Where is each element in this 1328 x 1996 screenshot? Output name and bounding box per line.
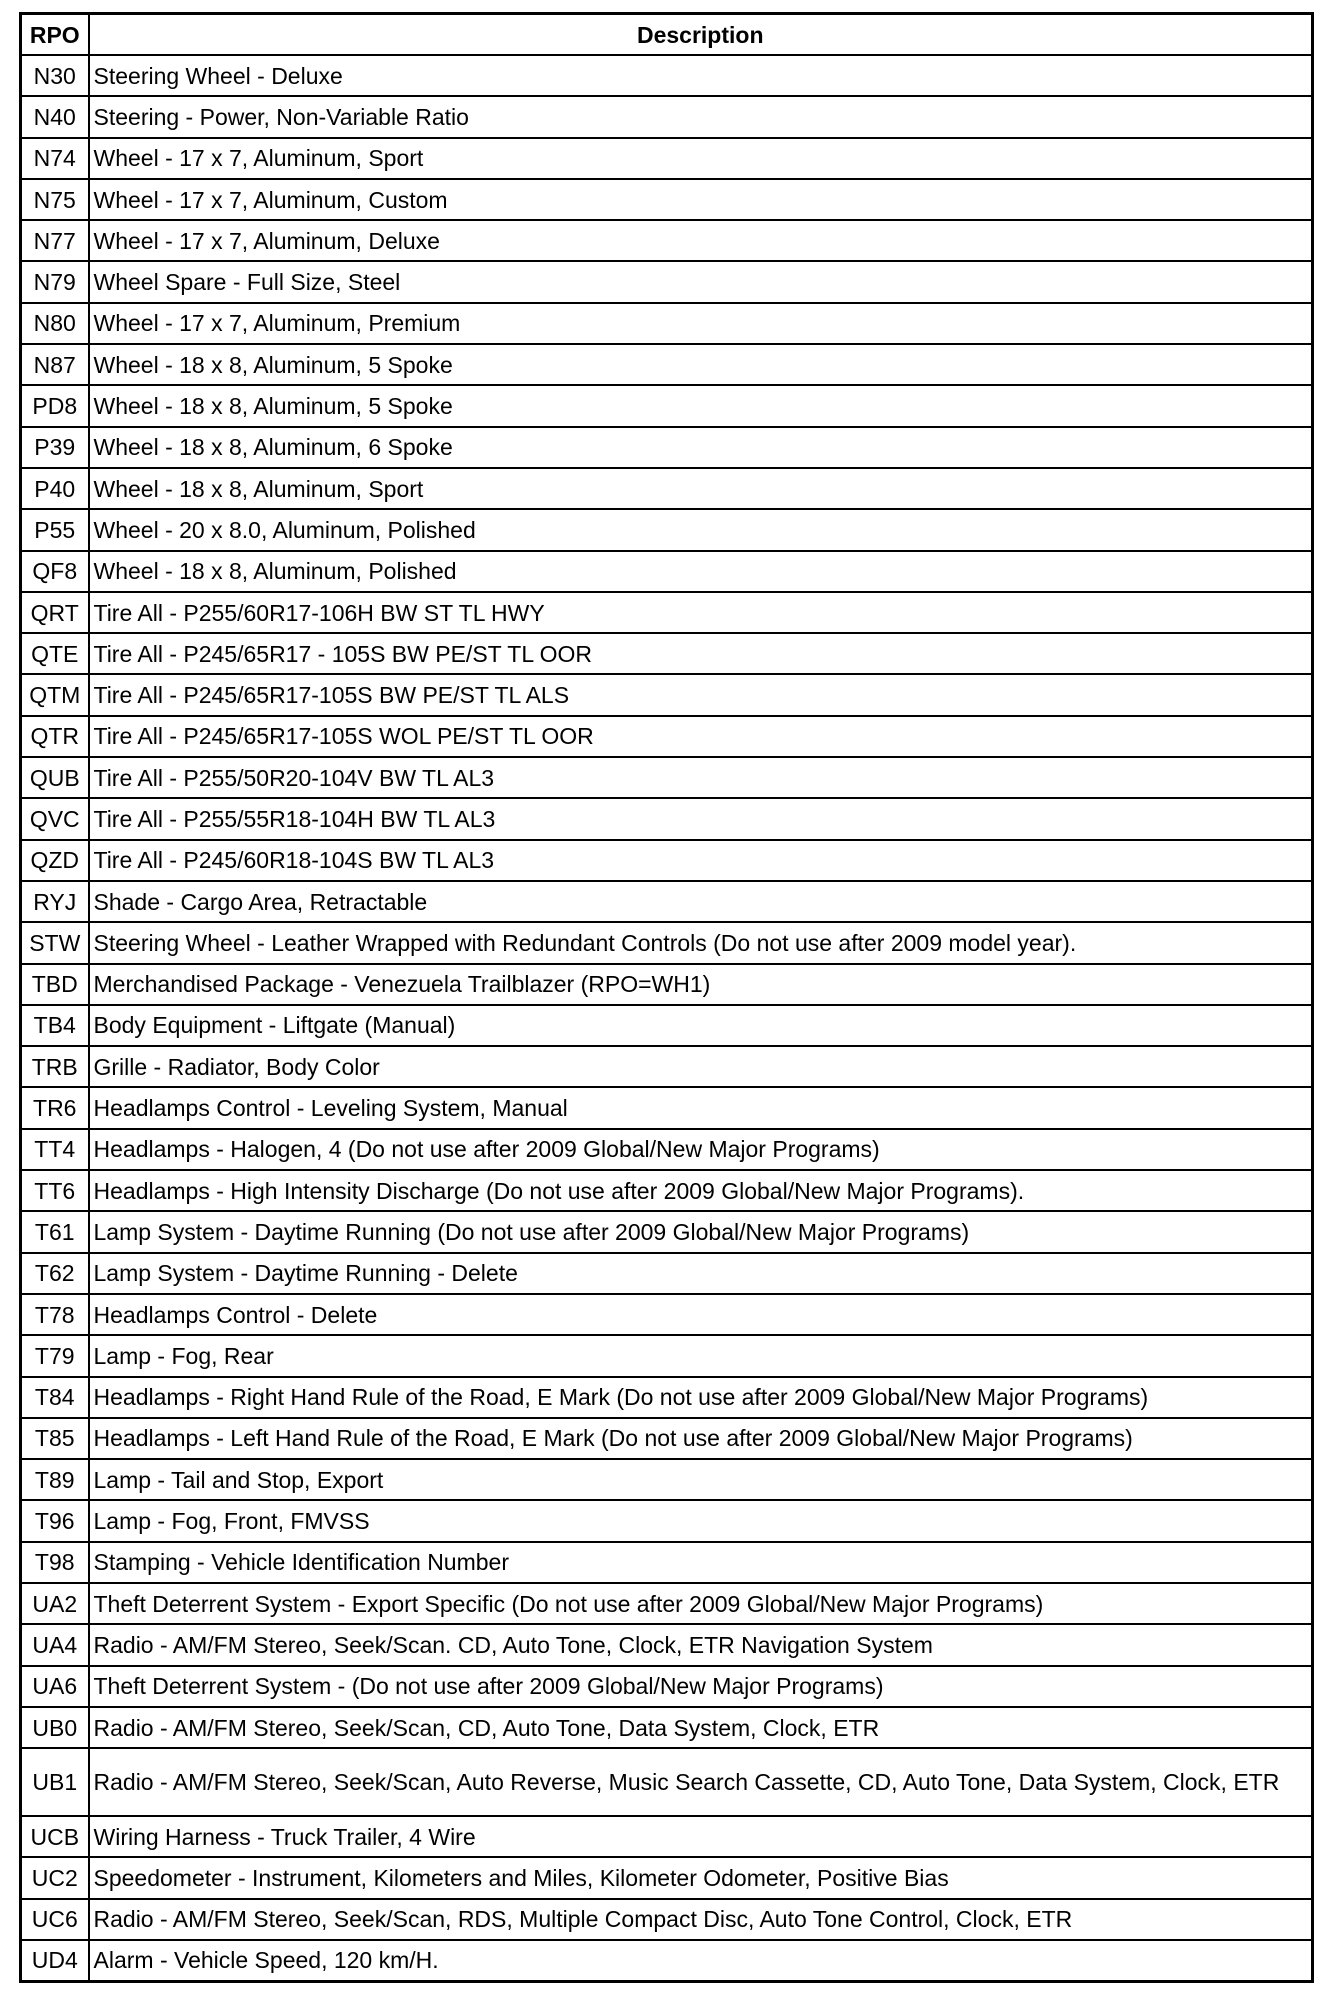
- rpo-code: UA4: [21, 1624, 89, 1665]
- rpo-description: Wheel - 17 x 7, Aluminum, Sport: [89, 138, 1313, 179]
- rpo-code: PD8: [21, 385, 89, 426]
- rpo-description: Radio - AM/FM Stereo, Seek/Scan, RDS, Multiple Compact Disc, Auto Tone Control, Clock, ETR: [89, 1899, 1313, 1940]
- rpo-table: [19, 12, 1314, 1983]
- rpo-code: N74: [21, 138, 89, 179]
- table-row: [21, 964, 1313, 1005]
- table-row: [21, 1211, 1313, 1252]
- rpo-code: UA2: [21, 1583, 89, 1624]
- rpo-description: Theft Deterrent System - Export Specific (Do not use after 2009 Global/New Major Programs): [89, 1583, 1313, 1624]
- table-row: [21, 551, 1313, 592]
- rpo-code: N87: [21, 344, 89, 385]
- table-row: [21, 633, 1313, 674]
- rpo-code: UD4: [21, 1940, 89, 1981]
- rpo-code: STW: [21, 922, 89, 963]
- rpo-description: Headlamps - High Intensity Discharge (Do not use after 2009 Global/New Major Programs).: [89, 1170, 1313, 1211]
- rpo-code: P40: [21, 468, 89, 509]
- rpo-description: Tire All - P255/50R20-104V BW TL AL3: [89, 757, 1313, 798]
- table-row: [21, 1816, 1313, 1857]
- rpo-description: Lamp - Fog, Rear: [89, 1335, 1313, 1376]
- rpo-code: N77: [21, 220, 89, 261]
- rpo-code: QTE: [21, 633, 89, 674]
- table-row: [21, 798, 1313, 839]
- rpo-code: RYJ: [21, 881, 89, 922]
- rpo-code: T96: [21, 1500, 89, 1541]
- rpo-description: Tire All - P255/60R17-106H BW ST TL HWY: [89, 592, 1313, 633]
- rpo-description: Steering - Power, Non-Variable Ratio: [89, 96, 1313, 137]
- rpo-description: Headlamps Control - Leveling System, Manual: [89, 1087, 1313, 1128]
- table-row: [21, 1046, 1313, 1087]
- table-row: [21, 840, 1313, 881]
- rpo-description: Headlamps - Halogen, 4 (Do not use after 2009 Global/New Major Programs): [89, 1129, 1313, 1170]
- rpo-description: Radio - AM/FM Stereo, Seek/Scan, CD, Auto Tone, Data System, Clock, ETR: [89, 1707, 1313, 1748]
- table-row: [21, 220, 1313, 261]
- table-row: [21, 1087, 1313, 1128]
- rpo-code: T79: [21, 1335, 89, 1376]
- rpo-description: Steering Wheel - Deluxe: [89, 55, 1313, 96]
- rpo-code: TT6: [21, 1170, 89, 1211]
- rpo-description: Tire All - P245/65R17-105S WOL PE/ST TL OOR: [89, 716, 1313, 757]
- table-row: [21, 1335, 1313, 1376]
- rpo-code: TT4: [21, 1129, 89, 1170]
- rpo-code: UB0: [21, 1707, 89, 1748]
- rpo-description: Shade - Cargo Area, Retractable: [89, 881, 1313, 922]
- header-rpo: RPO: [21, 14, 89, 56]
- rpo-code: N30: [21, 55, 89, 96]
- rpo-code: TR6: [21, 1087, 89, 1128]
- table-row: [21, 96, 1313, 137]
- table-row: [21, 922, 1313, 963]
- rpo-description: Tire All - P245/65R17 - 105S BW PE/ST TL OOR: [89, 633, 1313, 674]
- rpo-description: Wheel Spare - Full Size, Steel: [89, 261, 1313, 302]
- table-row: [21, 757, 1313, 798]
- rpo-code: T62: [21, 1253, 89, 1294]
- rpo-code: N80: [21, 303, 89, 344]
- rpo-description: Lamp System - Daytime Running (Do not use after 2009 Global/New Major Programs): [89, 1211, 1313, 1252]
- table-row: [21, 385, 1313, 426]
- table-row: [21, 1129, 1313, 1170]
- rpo-code: QZD: [21, 840, 89, 881]
- table-row: [21, 344, 1313, 385]
- table-row: [21, 1005, 1313, 1046]
- rpo-code: QTR: [21, 716, 89, 757]
- header-description: Description: [89, 14, 1313, 56]
- table-row: [21, 716, 1313, 757]
- rpo-description: Wheel - 18 x 8, Aluminum, 5 Spoke: [89, 344, 1313, 385]
- rpo-description: Lamp System - Daytime Running - Delete: [89, 1253, 1313, 1294]
- rpo-description: Body Equipment - Liftgate (Manual): [89, 1005, 1313, 1046]
- rpo-description: Grille - Radiator, Body Color: [89, 1046, 1313, 1087]
- rpo-code: QTM: [21, 674, 89, 715]
- table-row: [21, 179, 1313, 220]
- rpo-description: Wiring Harness - Truck Trailer, 4 Wire: [89, 1816, 1313, 1857]
- rpo-code: QF8: [21, 551, 89, 592]
- table-row: [21, 1857, 1313, 1898]
- table-row: [21, 138, 1313, 179]
- rpo-description: Wheel - 20 x 8.0, Aluminum, Polished: [89, 509, 1313, 550]
- rpo-code: N79: [21, 261, 89, 302]
- table-row: [21, 1899, 1313, 1940]
- rpo-description: Headlamps - Left Hand Rule of the Road, E Mark (Do not use after 2009 Global/New Major Programs): [89, 1418, 1313, 1459]
- rpo-code: N40: [21, 96, 89, 137]
- rpo-description: Stamping - Vehicle Identification Number: [89, 1542, 1313, 1583]
- rpo-description: Steering Wheel - Leather Wrapped with Redundant Controls (Do not use after 2009 model year).: [89, 922, 1313, 963]
- table-row: [21, 1500, 1313, 1541]
- table-row: [21, 674, 1313, 715]
- table-row: [21, 1170, 1313, 1211]
- table-row: [21, 1294, 1313, 1335]
- rpo-code: T89: [21, 1459, 89, 1500]
- rpo-code: P55: [21, 509, 89, 550]
- rpo-description: Lamp - Fog, Front, FMVSS: [89, 1500, 1313, 1541]
- rpo-code: UC6: [21, 1899, 89, 1940]
- table-row: [21, 468, 1313, 509]
- rpo-code: TRB: [21, 1046, 89, 1087]
- rpo-code: QRT: [21, 592, 89, 633]
- rpo-description: Tire All - P255/55R18-104H BW TL AL3: [89, 798, 1313, 839]
- rpo-code: QVC: [21, 798, 89, 839]
- table-row: [21, 1940, 1313, 1981]
- rpo-description: Wheel - 17 x 7, Aluminum, Deluxe: [89, 220, 1313, 261]
- table-row: [21, 1253, 1313, 1294]
- rpo-description: Wheel - 18 x 8, Aluminum, Polished: [89, 551, 1313, 592]
- table-row: [21, 261, 1313, 302]
- rpo-code: UA6: [21, 1666, 89, 1707]
- rpo-code: QUB: [21, 757, 89, 798]
- table-row: [21, 881, 1313, 922]
- rpo-description: Tire All - P245/65R17-105S BW PE/ST TL ALS: [89, 674, 1313, 715]
- rpo-description: Radio - AM/FM Stereo, Seek/Scan. CD, Auto Tone, Clock, ETR Navigation System: [89, 1624, 1313, 1665]
- rpo-description: Merchandised Package - Venezuela Trailblazer (RPO=WH1): [89, 964, 1313, 1005]
- rpo-code: UC2: [21, 1857, 89, 1898]
- table-row: [21, 1624, 1313, 1665]
- rpo-description: Speedometer - Instrument, Kilometers and Miles, Kilometer Odometer, Positive Bias: [89, 1857, 1313, 1898]
- rpo-description: Theft Deterrent System - (Do not use after 2009 Global/New Major Programs): [89, 1666, 1313, 1707]
- table-row: [21, 1707, 1313, 1748]
- rpo-code: UCB: [21, 1816, 89, 1857]
- table-row: [21, 1583, 1313, 1624]
- rpo-code: TB4: [21, 1005, 89, 1046]
- rpo-description: Wheel - 17 x 7, Aluminum, Premium: [89, 303, 1313, 344]
- table-row: [21, 1748, 1313, 1816]
- table-row: [21, 592, 1313, 633]
- rpo-description: Headlamps - Right Hand Rule of the Road, E Mark (Do not use after 2009 Global/New Major Programs): [89, 1377, 1313, 1418]
- rpo-description: Radio - AM/FM Stereo, Seek/Scan, Auto Reverse, Music Search Cassette, CD, Auto Tone, Data System, Clock, ETR: [89, 1748, 1313, 1816]
- rpo-description: Wheel - 18 x 8, Aluminum, 6 Spoke: [89, 427, 1313, 468]
- rpo-code: T98: [21, 1542, 89, 1583]
- rpo-description: Wheel - 18 x 8, Aluminum, Sport: [89, 468, 1313, 509]
- rpo-description: Tire All - P245/60R18-104S BW TL AL3: [89, 840, 1313, 881]
- table-row: [21, 509, 1313, 550]
- table-row: [21, 1542, 1313, 1583]
- rpo-description: Alarm - Vehicle Speed, 120 km/H.: [89, 1940, 1313, 1981]
- rpo-code: T85: [21, 1418, 89, 1459]
- table-row: [21, 55, 1313, 96]
- rpo-description: Headlamps Control - Delete: [89, 1294, 1313, 1335]
- table-row: [21, 427, 1313, 468]
- table-header-row: [21, 14, 1313, 56]
- rpo-code: N75: [21, 179, 89, 220]
- rpo-description: Wheel - 18 x 8, Aluminum, 5 Spoke: [89, 385, 1313, 426]
- table-row: [21, 1666, 1313, 1707]
- rpo-code: TBD: [21, 964, 89, 1005]
- table-body: [21, 55, 1313, 1981]
- table-row: [21, 303, 1313, 344]
- table-row: [21, 1459, 1313, 1500]
- rpo-description: Wheel - 17 x 7, Aluminum, Custom: [89, 179, 1313, 220]
- rpo-code: UB1: [21, 1748, 89, 1816]
- rpo-description: Lamp - Tail and Stop, Export: [89, 1459, 1313, 1500]
- rpo-code: T84: [21, 1377, 89, 1418]
- table-row: [21, 1418, 1313, 1459]
- table-row: [21, 1377, 1313, 1418]
- rpo-code: T61: [21, 1211, 89, 1252]
- rpo-code: T78: [21, 1294, 89, 1335]
- rpo-code: P39: [21, 427, 89, 468]
